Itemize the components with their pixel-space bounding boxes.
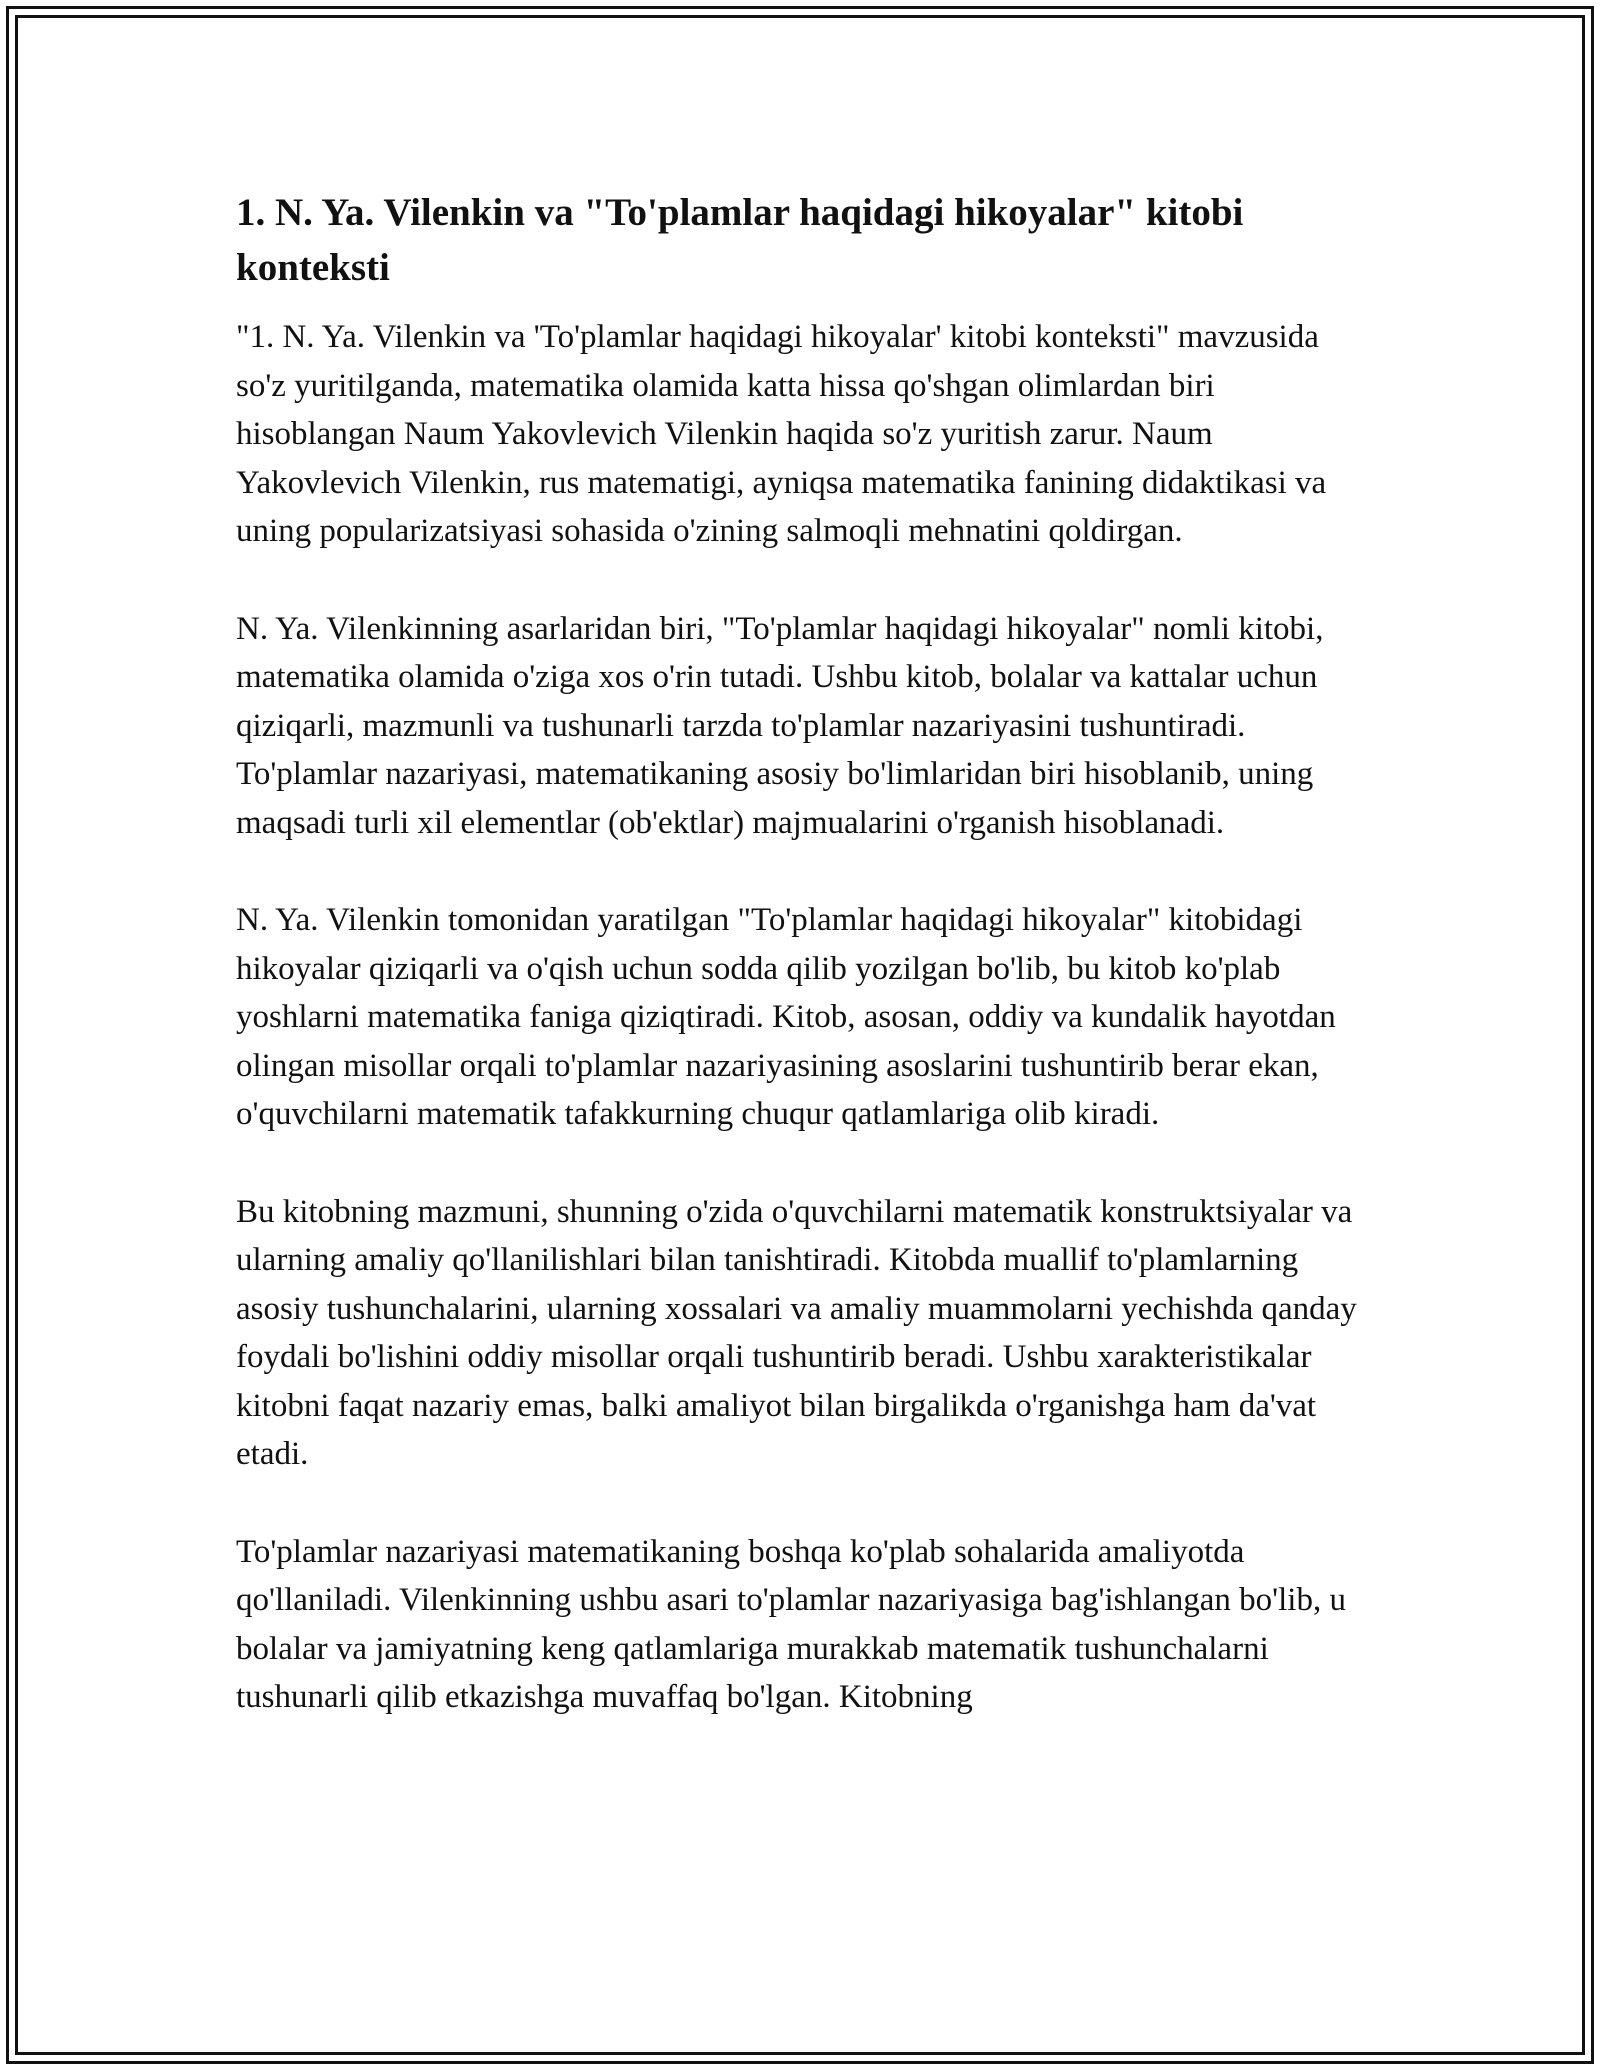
paragraph-4: Bu kitobning mazmuni, shunning o'zida o'quvchilarni matematik konstruktsiyalar va ularning amaliy qo'llanilishlari bilan tanishtiradi. Kitobda muallif to'plamlarning asosiy tushunchalarini, ularning xossalari va amaliy muammolarni yechishda qanday foydali bo'lishini oddiy misollar orqali tushuntirib beradi. Ushbu xarakteristikalar kitobni faqat nazariy emas, balki amaliyot bilan birgalikda o'rganishga ham da'vat etadi. [236,1193,1357,1472]
document-body [236,185,1376,1771]
paragraph-3: N. Ya. Vilenkin tomonidan yaratilgan "To'plamlar haqidagi hikoyalar" kitobidagi hikoyalar qiziqarli va o'qish uchun sodda qilib yozilgan bo'lib, bu kitob ko'plab yoshlarni matematika faniga qiziqtiradi. Kitob, asosan, oddiy va kundalik hayotdan olingan misollar orqali to'plamlar nazariyasining asoslarini tushuntirib berar ekan, o'quvchilarni matematik tafakkurning chuqur qatlamlariga olib kiradi. [236,902,1336,1132]
paragraph-1: "1. N. Ya. Vilenkin va 'To'plamlar haqidagi hikoyalar' kitobi konteksti" mavzusida so'z yuritilganda, matematika olamida katta hissa qo'shgan olimlardan biri hisoblangan Naum Yakovlevich Vilenkin haqida so'z yuritish zarur. Naum Yakovlevich Vilenkin, rus matematigi, ayniqsa matematika fanining didaktikasi va uning popularizatsiyasi sohasida o'zining salmoqli mehnatini qoldirgan. [236,319,1327,549]
section-title: 1. N. Ya. Vilenkin va "To'plamlar haqidagi hikoyalar" kitobi konteksti [236,191,1244,289]
paragraph-5: To'plamlar nazariyasi matematikaning boshqa ko'plab sohalarida amaliyotda qo'llaniladi. Vilenkinning ushbu asari to'plamlar nazariyasiga bag'ishlangan bo'lib, u bolalar va jamiyatning keng qatlamlariga murakkab matematik tushunchalarni tushunarli qilib etkazishga muvaffaq bo'lgan. Kitobning [236,1533,1346,1715]
paragraph-2: N. Ya. Vilenkinning asarlaridan biri, "To'plamlar haqidagi hikoyalar" nomli kitobi, matematika olamida o'ziga xos o'rin tutadi. Ushbu kitob, bolalar va kattalar uchun qiziqarli, mazmunli va tushunarli tarzda to'plamlar nazariyasini tushuntiradi. To'plamlar nazariyasi, matematikaning asosiy bo'limlaridan biri hisoblanib, uning maqsadi turli xil elementlar (ob'ektlar) majmualarini o'rganish hisoblanadi. [236,610,1324,841]
